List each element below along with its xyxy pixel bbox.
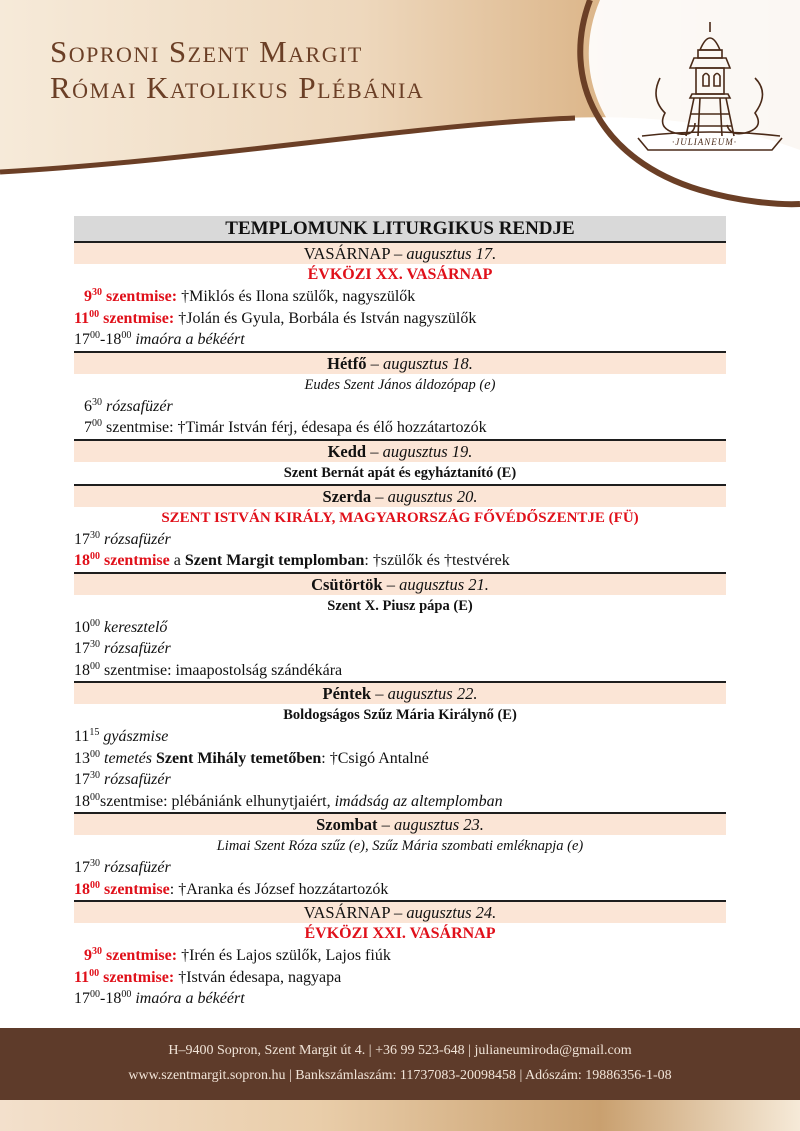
- day-block: [74, 351, 726, 439]
- day-header: Csütörtök – augusztus 21.: [74, 574, 726, 595]
- feast-name: ÉVKÖZI XX. VASÁRNAP: [307, 266, 493, 283]
- day-header: VASÁRNAP – augusztus 17.: [74, 243, 726, 264]
- schedule-line: $10^{00}$ keresztelő: [74, 617, 168, 636]
- logo-caption: ·JULIANEUM·: [672, 137, 737, 147]
- footer-ribbon: [0, 1100, 800, 1131]
- schedule-line: $11^{00}$ szentmise: †István édesapa, nagyapa: [74, 967, 342, 986]
- schedule-line: $9^{30}$ szentmise: †Miklós és Ilona szülők, nagyszülők: [84, 287, 416, 305]
- schedule-line: $17^{30}$ rózsafüzér: [74, 529, 171, 548]
- day-block: [74, 439, 726, 484]
- day-block: [74, 681, 726, 812]
- feast-name: Szent Bernát apát és egyháztanító (E): [283, 464, 517, 481]
- day-block: [74, 900, 726, 1010]
- day-block: [74, 812, 726, 900]
- day-header: Szombat – augusztus 23.: [74, 814, 726, 835]
- day-block: [74, 484, 726, 572]
- schedule-line: $6^{30}$ rózsafüzér: [84, 396, 173, 415]
- schedule-line: $17^{00}-18^{00}$ imaóra a békéért: [74, 989, 245, 1007]
- schedule-line: $9^{30}$ szentmise: †Irén és Lajos szülők, Lajos fiúk: [84, 946, 391, 964]
- schedule-line: $18^{00}$ szentmise: imaapostolság szándékára: [74, 660, 343, 679]
- liturgical-schedule: [74, 216, 726, 1010]
- feast-name: SZENT ISTVÁN KIRÁLY, MAGYARORSZÁG FŐVÉDŐSZENTJE (FÜ): [161, 509, 639, 526]
- schedule-title: TEMPLOMUNK LITURGIKUS RENDJE: [74, 216, 726, 241]
- feast-name: Boldogságos Szűz Mária Királynő (E): [283, 707, 517, 723]
- day-header: Kedd – augusztus 19.: [74, 441, 726, 462]
- schedule-line: $11^{00}$ szentmise: †Jolán és Gyula, Borbála és István nagyszülők: [74, 308, 477, 327]
- footer-bank-info: www.szentmargit.sopron.hu | Bankszámlaszám: 11737083-20098458 | Adószám: 19886356-1-08: [128, 1068, 672, 1083]
- footer-contact: H–9400 Sopron, Szent Margit út 4. | +36 99 523-648 | julianeumiroda@gmail.com: [168, 1043, 632, 1058]
- schedule-line: $17^{30}$ rózsafüzér: [74, 858, 171, 876]
- schedule-line: $7^{00}$ szentmise: †Timár István férj, édesapa és élő hozzátartozók: [84, 418, 487, 436]
- day-header: Hétfő – augusztus 18.: [74, 353, 726, 374]
- feast-name: Eudes Szent János áldozópap (e): [304, 376, 496, 393]
- feast-name: Szent X. Piusz pápa (E): [327, 597, 473, 614]
- feast-name: Limai Szent Róza szűz (e), Szűz Mária szombati emléknapja (e): [216, 838, 584, 854]
- schedule-line: $17^{30}$ rózsafüzér: [74, 639, 171, 657]
- schedule-line: $18^{00}$ szentmise: †Aranka és József hozzátartozók: [74, 879, 389, 898]
- schedule-line: $11^{15}$ gyászmise: [74, 727, 169, 745]
- day-header: Szerda – augusztus 20.: [74, 486, 726, 507]
- parish-title-line2: Római Katolikus Plébánia: [50, 70, 425, 105]
- feast-name: ÉVKÖZI XXI. VASÁRNAP: [304, 925, 496, 942]
- day-header: Péntek – augusztus 22.: [74, 683, 726, 704]
- schedule-line: $18^{00}szentmise$: plébániánk elhunytjaiért, imádság az altemplomban: [74, 791, 503, 810]
- day-block: [74, 241, 726, 351]
- parish-title: [50, 34, 424, 106]
- schedule-line: $17^{30}$ rózsafüzér: [74, 770, 171, 788]
- schedule-line: $18^{00}$ szentmise a Szent Margit templomban: †szülők és †testvérek: [74, 551, 510, 569]
- schedule-line: $17^{00}-18^{00}$ imaóra a békéért: [74, 330, 245, 348]
- schedule-line: $13^{00}$ temetés Szent Mihály temetőben: †Csigó Antalné: [74, 748, 429, 767]
- parish-title-line1: Soproni Szent Margit: [50, 34, 363, 69]
- footer: [0, 1028, 800, 1100]
- day-block: [74, 572, 726, 682]
- day-header: VASÁRNAP – augusztus 24.: [74, 902, 726, 923]
